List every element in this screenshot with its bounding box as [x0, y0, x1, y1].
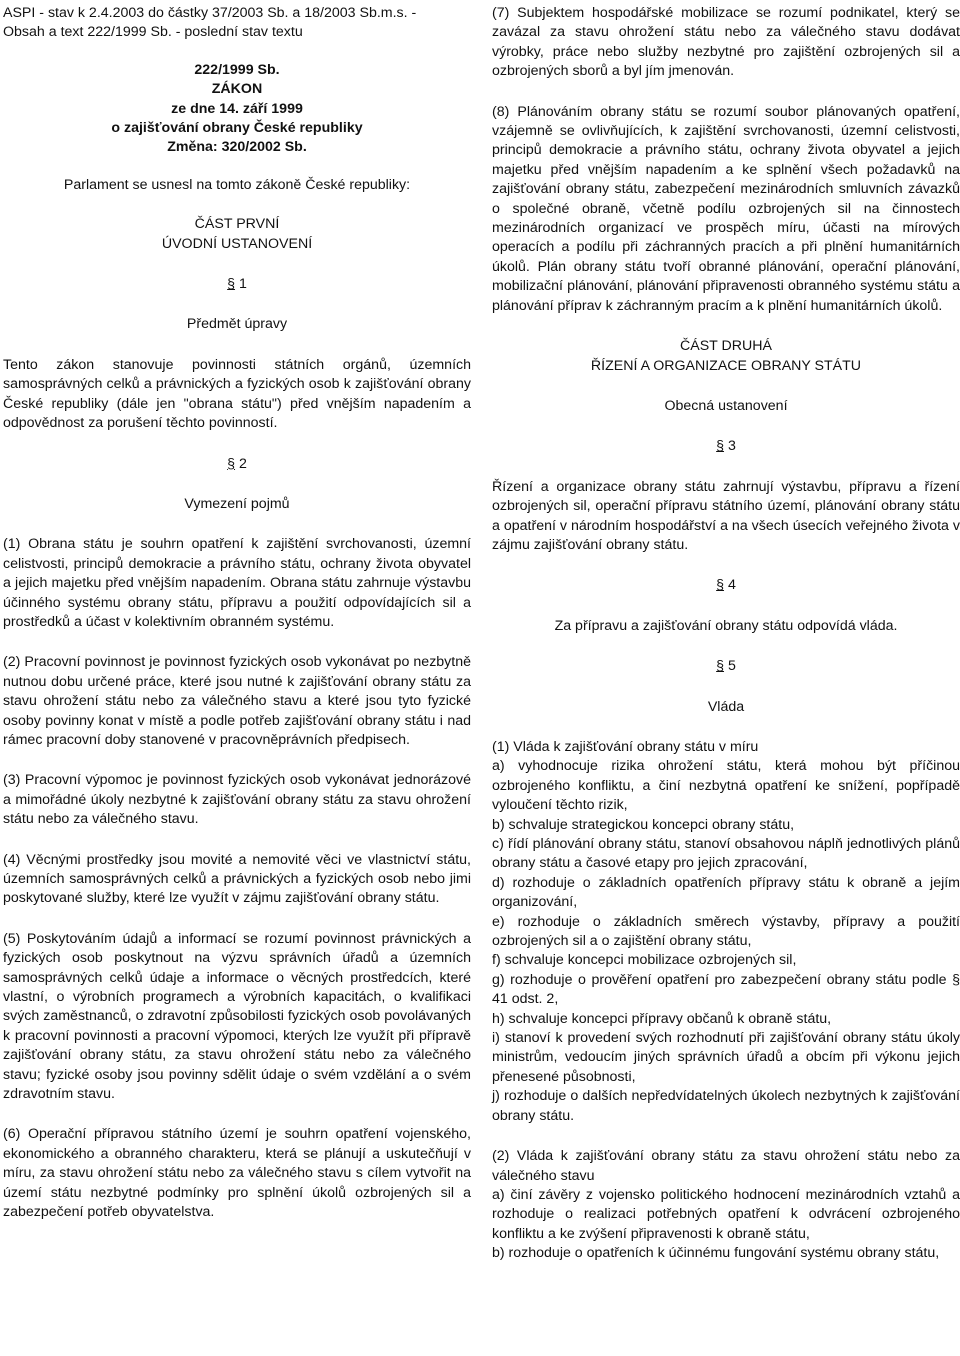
section-num: 1	[238, 276, 247, 293]
section-1-number	[3, 275, 471, 294]
list-item: c) řídí plánování obrany státu, stanoví obsahovou náplň jednotlivých plánů obrany státu a časové etapy pro jejich zpracování,	[492, 836, 960, 872]
list-item: j) rozhoduje o dalších nepředvídatelných úkolech nezbytných k zajišťování obrany státu.	[492, 1088, 960, 1124]
header-line-2: Obsah a text 222/1999 Sb. - poslední stav textu	[3, 24, 303, 41]
law-change: Změna: 320/2002 Sb.	[167, 139, 307, 156]
section-1-title: Předmět úpravy	[186, 316, 288, 333]
section-num: 2	[238, 455, 247, 472]
law-title: o zajišťování obrany České republiky	[111, 120, 363, 137]
list-item: f) schvaluje koncepci mobilizace ozbrojených sil,	[492, 952, 797, 969]
section-2-number	[3, 455, 471, 474]
section-2-paragraph-1: (1) Obrana státu je souhrn opatření k zajištění svrchovanosti, územní celistvosti, principů demokracie a právního státu, ochrany života obyvatel a jejich majetku před vnějším napadením. Obrana státu zahrnuje výstavbu účinného systému obrany státu, přípravu a použití odpovídajících sil a prostředků a účast v kolektivním obranném systému.	[3, 536, 471, 630]
header-line-1: ASPI - stav k 2.4.2003 do částky 37/2003 Sb. a 18/2003 Sb.m.s. -	[3, 5, 417, 21]
list-item: a) činí závěry z vojensko politického hodnocení mezinárodních vztahů a rozhoduje o realizaci potřebných opatření k odvrácení ozbrojeného konfliktu a ke zvýšení připravenosti k obraně státu,	[492, 1186, 960, 1242]
list-item: b) rozhoduje o opatřeních k účinnému fungování systému obrany státu,	[492, 1245, 940, 1262]
section-3-number	[492, 437, 960, 456]
part2-subtitle: ŘÍZENÍ A ORGANIZACE OBRANY STÁTU	[590, 357, 862, 374]
section-1-text: Tento zákon stanovuje povinnosti státních orgánů, územních samosprávných celků a právnických a fyzických osob k zajišťování obrany České republiky (dále jen "obrana státu") před vnějším napadením a odpovědnost za porušení těchto povinností.	[3, 356, 471, 432]
section-4-text: Za přípravu a zajišťování obrany státu odpovídá vláda.	[554, 617, 898, 634]
list-item: h) schvaluje koncepci přípravy občanů k obraně státu,	[492, 1010, 832, 1027]
right-column	[492, 4, 960, 1264]
section-5-number	[492, 657, 960, 676]
law-number: 222/1999 Sb.	[194, 61, 280, 78]
section-num: 5	[727, 658, 736, 675]
section-mark: §	[227, 276, 236, 293]
section-2-paragraph-4: (4) Věcnými prostředky jsou movité a nemovité věci ve vlastnictví státu, územních samosprávných celků a právnických a fyzických osob nebo jimi poskytované služby, které lze využít v zájmu zajišťování obrany státu.	[3, 851, 471, 907]
section-2-paragraph-2: (2) Pracovní povinnost je povinnost fyzických osob vykonávat po nezbytně nutnou dobu určené práce, které jsou nutné k zajišťování obrany státu za stavu ohrožení státu nebo za válečného stavu a které jsou tyto fyzické osoby povinny konat v místě a podle potřeb zajišťování obrany státu i nad rámec pracovní doby stanovené v pracovněprávních předpisech.	[3, 654, 471, 748]
section-2-title: Vymezení pojmů	[184, 495, 290, 512]
part2-title: ČÁST DRUHÁ	[680, 338, 772, 355]
section-2-paragraph-6: (6) Operační přípravou státního území je souhrn opatření vojenského, ekonomického a obranného charakteru, která se plánují a uskutečňují v míru, za stavu ohrožení státu nebo za válečného stavu s cílem vytvořit na území státu nezbytné podmínky pro splnění úkolů ozbrojených sil a zabezpečení potřeb obyvatelstva.	[3, 1126, 471, 1221]
part2-general: Obecná ustanovení	[664, 397, 788, 414]
preamble: Parlament se usnesl na tomto zákoně České republiky:	[63, 176, 411, 193]
law-type: ZÁKON	[211, 81, 263, 98]
part1-title: ČÁST PRVNÍ	[194, 216, 280, 233]
part1-subtitle: ÚVODNÍ USTANOVENÍ	[161, 235, 313, 252]
section-2-paragraph-5: (5) Poskytováním údajů a informací se rozumí povinnost právnických a fyzických osob poskytnout na výzvu správních úřadů a územních samosprávných celků údaje a informace o věcných prostředcích, které vlastní, o výrobních programech a výrobních kapacitách, o kvalifikaci svých zaměstnanců, o zdravotní způsobilosti fyzických osob povolávaných k pracovní povinnosti a pracovní výpomoci, kterých lze využít při přípravě zajišťování obrany státu, za stavu ohrožení státu nebo za válečného stavu; fyzické osoby jsou povinny sdělit údaje o svém vzdělání a o svém zdravotním stavu.	[3, 930, 471, 1103]
section-mark: §	[227, 455, 236, 472]
list-item: d) rozhoduje o základních opatřeních přípravy státu k obraně a jejím organizování,	[492, 874, 960, 911]
section-mark: §	[716, 438, 725, 455]
list-item: g) rozhoduje o prověření opatření pro zabezpečení obrany státu podle § 41 odst. 2,	[492, 971, 960, 1008]
section-2-paragraph-8: (8) Plánováním obrany státu se rozumí soubor plánovaných opatření, vzájemně se ovlivňujících, k zajištění svrchovanosti, územní celistvosti, principů demokracie a právního státu, ochrany života obyvatel a jejich majetku před vnějším napadením a ke splnění všech požadavků na zajišťování obrany státu, zabezpečení mezinárodních smluvních závazků o společné obraně, včetně podílu ozbrojených sil na činnostech mezinárodních organizací ve prospěch míru, účasti na mírových operacích a podílu při záchranných pracích a při plnění humanitárních úkolů. Plán obrany státu tvoří obranné plánování, operační plánování, mobilizační plánování, plánování připravenosti obranného systému státu a plánování příprav k záchranným pracím a k plnění humanitárních úkolů.	[492, 103, 960, 314]
section-mark: §	[716, 658, 725, 675]
section-num: 4	[727, 577, 736, 594]
section-3-text: Řízení a organizace obrany státu zahrnují výstavbu, přípravu a řízení ozbrojených sil, operační přípravu státního území, plánování obrany státu a opatření v národním hospodářství a na všech úsecích veřejného života v zájmu zajišťování obrany státu.	[492, 478, 960, 553]
list-item: i) stanoví k provedení svých rozhodnutí při zajišťování obrany státu úkoly ministrům, vedoucím jiných správních úřadů a obcím při výkonu jejich přenesené působnosti,	[492, 1030, 960, 1085]
section-num: 3	[727, 438, 736, 455]
section-2-paragraph-3: (3) Pracovní výpomoc je povinnost fyzických osob vykonávat jednorázové a mimořádné úkoly nezbytné k zajišťování obrany státu za stavu ohrožení státu nebo za válečného stavu.	[3, 772, 471, 828]
section-2-paragraph-7: (7) Subjektem hospodářské mobilizace se rozumí podnikatel, který se zavázal za stavu ohrožení státu nebo za válečného stavu dodávat výrobky, práce nebo služby nezbytné pro zajištění ozbrojených sil a ozbrojených sborů a byl jím jmenován.	[492, 5, 960, 80]
list-item: a) vyhodnocuje rizika ohrožení státu, která mohou být příčinou ozbrojeného konfliktu, a činí nezbytná opatření ke snížení, popřípadě vyloučení těchto rizik,	[492, 758, 960, 814]
list-item: b) schvaluje strategickou koncepci obrany státu,	[492, 816, 795, 833]
section-5-title: Vláda	[707, 698, 745, 715]
section-5-paragraph-1-intro: (1) Vláda k zajišťování obrany státu v míru	[492, 738, 759, 755]
law-date: ze dne 14. září 1999	[171, 100, 303, 117]
list-item: e) rozhoduje o základních směrech výstavby, přípravy a použití ozbrojených sil a o zajištění obrany státu,	[492, 913, 960, 950]
section-mark: §	[716, 577, 725, 594]
left-column	[3, 4, 471, 1223]
section-5-paragraph-2-intro: (2) Vláda k zajišťování obrany státu za stavu ohrožení státu nebo za válečného stavu	[492, 1148, 960, 1184]
section-4-number	[492, 576, 960, 595]
